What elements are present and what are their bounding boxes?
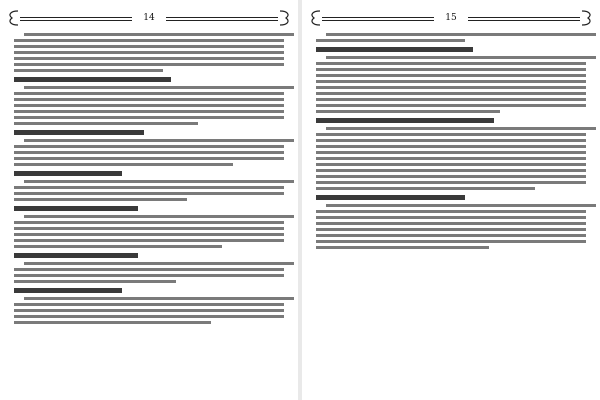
text-line xyxy=(14,39,284,42)
text-line xyxy=(316,68,586,71)
text-line xyxy=(14,116,284,119)
text-block xyxy=(6,206,292,248)
text-line xyxy=(24,180,294,183)
section-heading xyxy=(316,47,473,52)
right-header-ornament xyxy=(308,8,594,28)
text-line xyxy=(316,110,500,113)
text-line xyxy=(316,157,586,160)
section-heading xyxy=(316,118,494,123)
left-page xyxy=(6,8,292,394)
text-line xyxy=(14,92,284,95)
text-block xyxy=(308,118,594,190)
text-line xyxy=(24,86,294,89)
gutter xyxy=(298,0,302,400)
scroll-ornament-icon xyxy=(580,9,594,27)
text-line xyxy=(316,151,586,154)
text-block xyxy=(6,171,292,201)
text-line xyxy=(24,262,294,265)
text-line xyxy=(14,163,233,166)
text-line xyxy=(24,33,294,36)
page-body xyxy=(6,33,292,324)
page-number: 15 xyxy=(434,8,468,28)
text-line xyxy=(316,80,586,83)
page-number: 14 xyxy=(132,8,166,28)
text-line xyxy=(316,234,586,237)
text-line xyxy=(24,215,294,218)
text-line xyxy=(316,222,586,225)
section-heading xyxy=(14,206,138,211)
text-block xyxy=(6,33,292,72)
text-line xyxy=(316,39,465,42)
text-line xyxy=(14,45,284,48)
text-line xyxy=(316,104,586,107)
text-line xyxy=(14,192,284,195)
text-line xyxy=(316,86,586,89)
text-line xyxy=(14,303,284,306)
text-line xyxy=(316,145,586,148)
text-line xyxy=(326,127,596,130)
section-heading xyxy=(14,130,144,135)
text-line xyxy=(14,309,284,312)
text-block xyxy=(6,130,292,166)
text-line xyxy=(316,246,489,249)
text-line xyxy=(316,169,586,172)
text-line xyxy=(14,63,284,66)
text-line xyxy=(14,227,284,230)
text-line xyxy=(14,157,284,160)
page-body xyxy=(308,33,594,249)
scroll-ornament-icon xyxy=(6,9,20,27)
text-line xyxy=(14,268,284,271)
text-line xyxy=(14,315,284,318)
text-line xyxy=(316,98,586,101)
section-heading xyxy=(14,288,122,293)
text-line xyxy=(14,151,284,154)
text-line xyxy=(316,133,586,136)
left-header-ornament xyxy=(6,8,292,28)
section-heading xyxy=(316,195,465,200)
text-line xyxy=(14,98,284,101)
text-line xyxy=(316,92,586,95)
text-line xyxy=(316,62,586,65)
text-line xyxy=(14,239,284,242)
text-line xyxy=(14,274,284,277)
text-line xyxy=(14,57,284,60)
text-line xyxy=(326,204,596,207)
text-line xyxy=(316,210,586,213)
text-block xyxy=(308,33,594,42)
text-line xyxy=(316,163,586,166)
text-line xyxy=(14,69,163,72)
text-block xyxy=(308,47,594,113)
section-heading xyxy=(14,171,122,176)
text-line xyxy=(14,51,284,54)
text-line xyxy=(316,240,586,243)
text-line xyxy=(316,228,586,231)
text-line xyxy=(316,216,586,219)
text-line xyxy=(24,139,294,142)
text-line xyxy=(14,280,176,283)
right-page xyxy=(308,8,594,394)
text-block xyxy=(6,288,292,324)
text-line xyxy=(316,139,586,142)
text-block xyxy=(6,77,292,125)
text-line xyxy=(316,187,535,190)
text-line xyxy=(24,297,294,300)
text-line xyxy=(14,321,211,324)
text-line xyxy=(14,145,284,148)
section-heading xyxy=(14,253,138,258)
text-line xyxy=(14,186,284,189)
text-line xyxy=(14,221,284,224)
text-line xyxy=(316,181,586,184)
section-heading xyxy=(14,77,171,82)
text-line xyxy=(316,74,586,77)
text-block xyxy=(308,195,594,249)
text-block xyxy=(6,253,292,283)
text-line xyxy=(14,110,284,113)
text-line xyxy=(316,175,586,178)
text-line xyxy=(326,56,596,59)
scroll-ornament-icon xyxy=(308,9,322,27)
text-line xyxy=(14,104,284,107)
text-line xyxy=(14,233,284,236)
text-line xyxy=(14,245,222,248)
scroll-ornament-icon xyxy=(278,9,292,27)
text-line xyxy=(326,33,596,36)
text-line xyxy=(14,198,187,201)
text-line xyxy=(14,122,198,125)
